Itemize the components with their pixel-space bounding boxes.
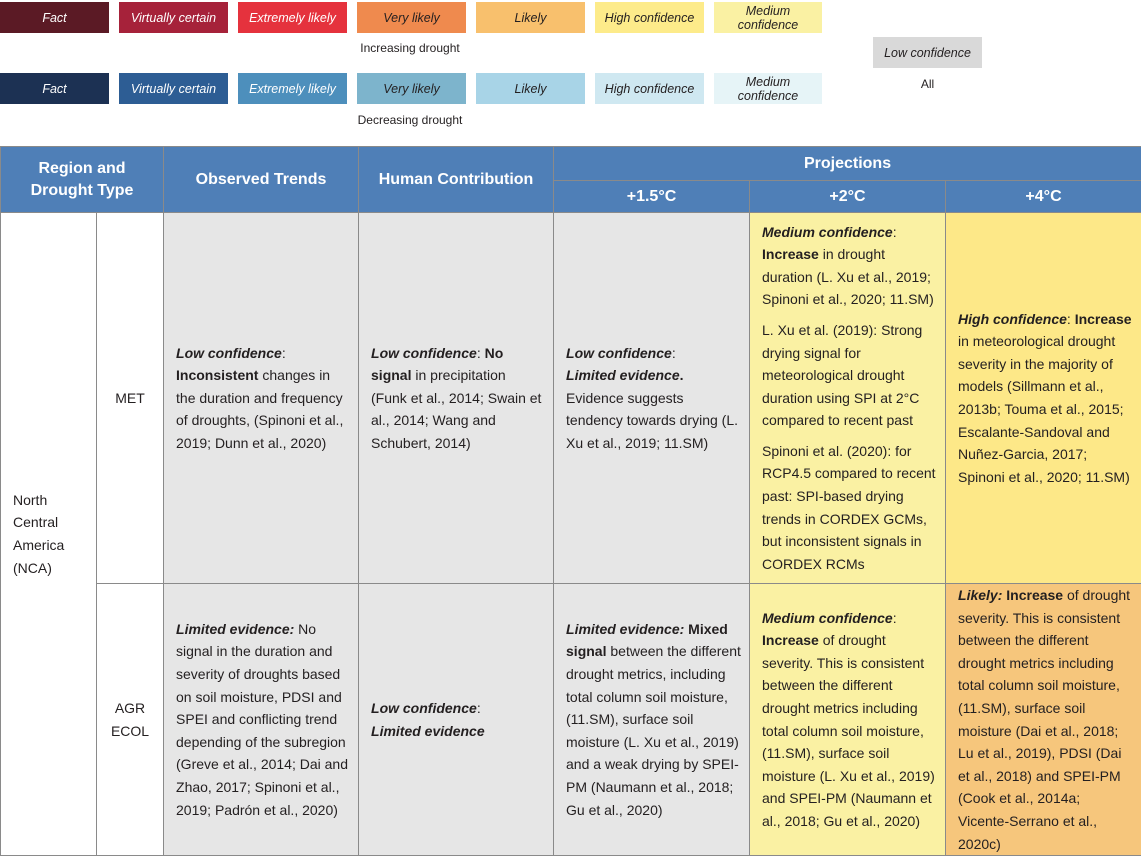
drought-assessment-table [0, 146, 1141, 856]
finding-keyword: No signal [371, 345, 503, 384]
finding-text: in precipitation (Funk et al., 2014; Swain et al., 2014; Wang and Schubert, 2014) [371, 367, 541, 451]
proj-1-5c-met [554, 213, 750, 584]
finding-keyword: Inconsistent [176, 367, 258, 383]
paragraph: Spinoni et al. (2020): for RCP4.5 compared to recent past: SPI-based drying trends in CORDEX GCMs, but inconsistent signals in CORDEX RCMs [762, 440, 937, 576]
separator: : [477, 700, 481, 716]
confidence-legend [0, 0, 1141, 140]
finding-keyword: Mixed signal [566, 621, 728, 660]
proj-1-5c-agr-ecol [554, 584, 750, 856]
legend-dec-fact: Fact [0, 73, 109, 104]
finding-text: changes in the duration and frequency of droughts, (Spinoni et al., 2019; Dunn et al., 2020) [176, 367, 343, 451]
confidence-label: Medium confidence [762, 224, 893, 240]
legend-dec-virtually-certain: Virtually certain [119, 73, 228, 104]
legend-inc-fact: Fact [0, 2, 109, 33]
finding-text: of drought severity. This is consistent between the different drought metrics including total column soil moisture, (11.SM), surface soil moisture (L. Xu et al., 2019) and SPEI-PM (Naumann et al., 2018; Gu et al., 2020) [762, 632, 935, 829]
legend-inc-extremely-likely: Extremely likely [238, 2, 347, 33]
human-agr-ecol [359, 584, 554, 856]
drought-type-met: MET [97, 213, 164, 584]
header-1-5c: +1.5°C [554, 181, 750, 213]
header-region-type: Region and Drought Type [1, 147, 164, 213]
confidence-label: High confidence [958, 311, 1067, 327]
finding-text: in drought duration (L. Xu et al., 2019; Spinoni et al., 2020; 11.SM) [762, 246, 934, 307]
proj-2c-agr-ecol [750, 584, 946, 856]
finding-keyword: Increase [762, 632, 819, 648]
finding-text: between the different drought metrics, including total column soil moisture, (11.SM), surface soil moisture (L. Xu et al., 2019) and a weak drying by SPEI-PM (Naumann et al., 2018; Gu et al., 2020) [566, 643, 741, 817]
paragraph: L. Xu et al. (2019): Strong drying signal for meteorological drought duration using SPI at 2°C compared to recent past [762, 319, 937, 432]
separator: : [282, 345, 286, 361]
legend-dec-likely: Likely [476, 73, 585, 104]
confidence-label: Low confidence [566, 345, 672, 361]
paragraph [762, 221, 937, 311]
header-2c: +2°C [750, 181, 946, 213]
evidence-label: Limited evidence: [566, 621, 684, 637]
proj-4c-agr-ecol [946, 584, 1141, 856]
finding-keyword: Increase [1075, 311, 1132, 327]
region-label: North Central America (NCA) [13, 492, 64, 576]
drought-type-agr-ecol: AGR ECOL [97, 584, 164, 856]
legend-dec-medium-confidence: Medium confidence [714, 73, 822, 104]
period: . [680, 367, 684, 383]
proj-4c-met [946, 213, 1141, 584]
header-projections: Projections [554, 147, 1141, 181]
region-cell [1, 213, 97, 856]
finding-text: Evidence suggests tendency towards drying (L. Xu et al., 2019; 11.SM) [566, 390, 738, 451]
legend-dec-high-confidence: High confidence [595, 73, 704, 104]
evidence-label: Limited evidence: [176, 621, 294, 637]
separator: : [1067, 311, 1075, 327]
finding-keyword: Increase [1002, 587, 1063, 603]
legend-inc-virtually-certain: Virtually certain [119, 2, 228, 33]
legend-low-confidence: Low confidence [873, 37, 982, 68]
legend-dec-very-likely: Very likely [357, 73, 466, 104]
observed-met [164, 213, 359, 584]
confidence-label: Low confidence [371, 700, 477, 716]
separator: : [672, 345, 676, 361]
legend-inc-medium-confidence: Medium confidence [714, 2, 822, 33]
table-row-met [1, 213, 1141, 584]
proj-2c-met [750, 213, 946, 584]
header-4c: +4°C [946, 181, 1141, 213]
separator: : [893, 224, 897, 240]
header-human-contribution: Human Contribution [359, 147, 554, 213]
legend-inc-high-confidence: High confidence [595, 2, 704, 33]
human-met [359, 213, 554, 584]
legend-increasing-caption: Increasing drought [340, 41, 480, 55]
header-observed-trends: Observed Trends [164, 147, 359, 213]
legend-dec-extremely-likely: Extremely likely [238, 73, 347, 104]
confidence-label: Medium confidence [762, 610, 893, 626]
finding-text: No signal in the duration and severity of droughts based on soil moisture, PDSI and SPEI and conflicting trend depending of the subregion (Greve et al., 2014; Dai and Zhao, 2017; Spinoni et al., 2019; Padrón et al., 2020) [176, 621, 348, 818]
legend-inc-very-likely: Very likely [357, 2, 466, 33]
legend-inc-likely: Likely [476, 2, 585, 33]
finding-text: in meteorological drought severity in the majority of models (Sillmann et al., 2013b; Touma et al., 2015; Escalante-Sandoval and Nuñez-Garcia, 2017; Spinoni et al., 2020; 11.SM) [958, 333, 1130, 485]
observed-agr-ecol [164, 584, 359, 856]
separator: : [477, 345, 485, 361]
table-row-agr-ecol [1, 584, 1141, 856]
confidence-label: Low confidence [176, 345, 282, 361]
legend-decreasing-caption: Decreasing drought [340, 113, 480, 127]
legend-low-caption: All [873, 77, 982, 91]
likelihood-label: Likely: [958, 587, 1002, 603]
evidence-label: Limited evidence [371, 723, 485, 739]
confidence-label: Low confidence [371, 345, 477, 361]
separator: : [893, 610, 897, 626]
finding-keyword: Increase [762, 246, 819, 262]
finding-text: of drought severity. This is consistent between the different drought metrics including total column soil moisture, (11.SM), surface soil moisture (Dai et al., 2018; Lu et al., 2019), PDSI (Dai et al., 2018) and SPEI-PM (Cook et al., 2014a; Vicente-Serrano et al., 2020c) [958, 587, 1130, 852]
evidence-label: Limited evidence [566, 367, 680, 383]
